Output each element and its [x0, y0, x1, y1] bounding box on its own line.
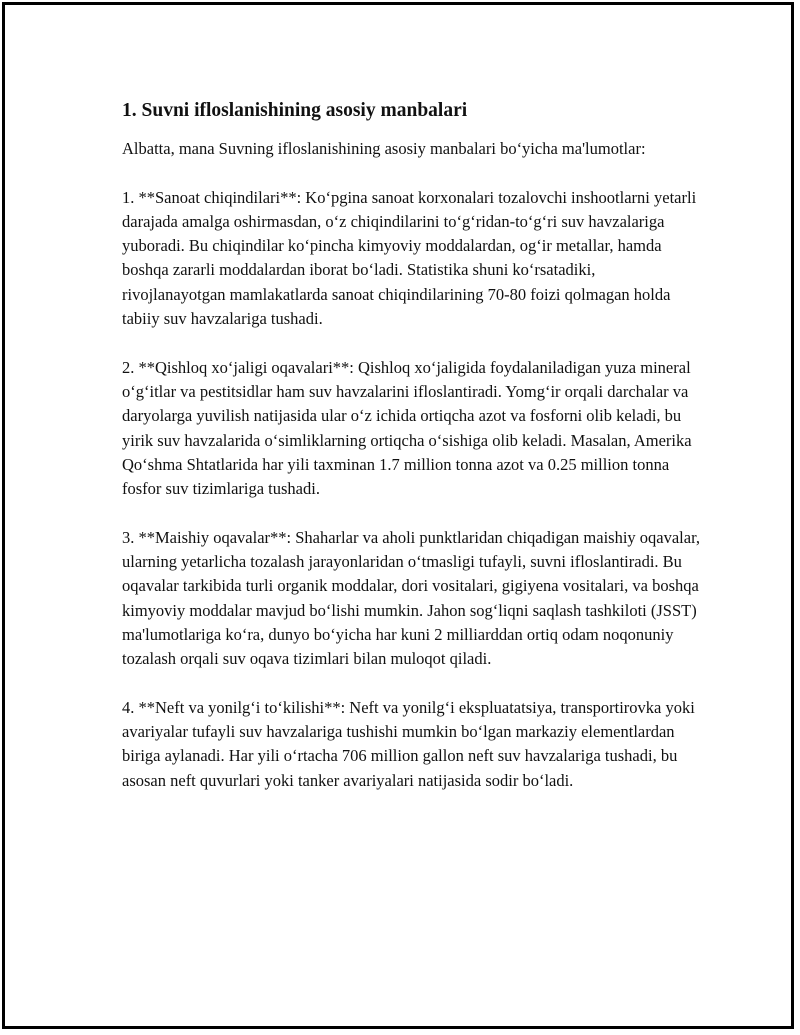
source-item-industrial-waste: 1. **Sanoat chiqindilari**: Ko‘pgina sanoat korxonalari tozalovchi inshootlarni yetarli darajada amalga oshirmasdan, o‘z chiqindilarini to‘g‘ridan-to‘g‘ri suv havzalariga yuboradi. Bu chiqindilar ko‘pincha kimyoviy moddalardan, og‘ir metallar, hamda boshqa zararli moddalardan iborat bo‘ladi. Statistika shuni ko‘rsatadiki, rivojlanayotgan mamlakatlarda sanoat chiqindilarining 70-80 foizi qolmagan holda tabiiy suv havzalariga tushadi. — [122, 187, 697, 329]
section-heading: 1. Suvni ifloslanishining asosiy manbalari — [122, 100, 468, 121]
source-item-agricultural-runoff: 2. **Qishloq xo‘jaligi oqavalari**: Qishloq xo‘jaligida foydalaniladigan yuza mineral o‘g‘itlar va pestitsidlar ham suv havzalarini ifloslantiradi. Yomg‘ir orqali darchalar va daryolarga yuvilish natijasida ular o‘z ichida ortiqcha azot va fosforni olib keladi, bu yirik suv havzalarida o‘simliklarning ortiqcha o‘sishiga olib keladi. Masalan, Amerika Qo‘shma Shtatlarida har yili taxminan 1.7 million tonna azot va 0.25 million tonna fosfor suv tizimlariga tushadi. — [122, 357, 692, 499]
source-item-oil-fuel-spills: 4. **Neft va yonilg‘i to‘kilishi**: Neft va yonilg‘i ekspluatatsiya, transportirovka yoki avariyalar tufayli suv havzalariga tushishi mumkin bo‘lgan markaziy elementlardan biriga aylanadi. Har yili o‘rtacha 706 million gallon neft suv havzalariga tushadi, bu asosan neft quvurlari yoki tanker avariyalari natijasida sodir bo‘ladi. — [122, 697, 695, 790]
source-item-domestic-wastewater: 3. **Maishiy oqavalar**: Shaharlar va aholi punktlaridan chiqadigan maishiy oqavalar, ularning yetarlicha tozalash jarayonlaridan o‘tmasligi tufayli, suvni ifloslantiradi. Bu oqavalar tarkibida turli organik moddalar, dori vositalari, gigiyena vositalari, va boshqa kimyoviy moddalar mavjud bo‘lishi mumkin. Jahon sog‘liqni saqlash tashkiloti (JSST) ma'lumotlariga ko‘ra, dunyo bo‘yicha har kuni 2 milliarddan ortiq odam noqonuniy tozalash orqali suv oqava tizimlari bilan muloqot qiladi. — [122, 527, 701, 669]
document-body — [122, 98, 702, 817]
intro-paragraph: Albatta, mana Suvning ifloslanishining asosiy manbalari bo‘yicha ma'lumotlar: — [122, 139, 646, 158]
page-frame — [2, 2, 794, 1029]
